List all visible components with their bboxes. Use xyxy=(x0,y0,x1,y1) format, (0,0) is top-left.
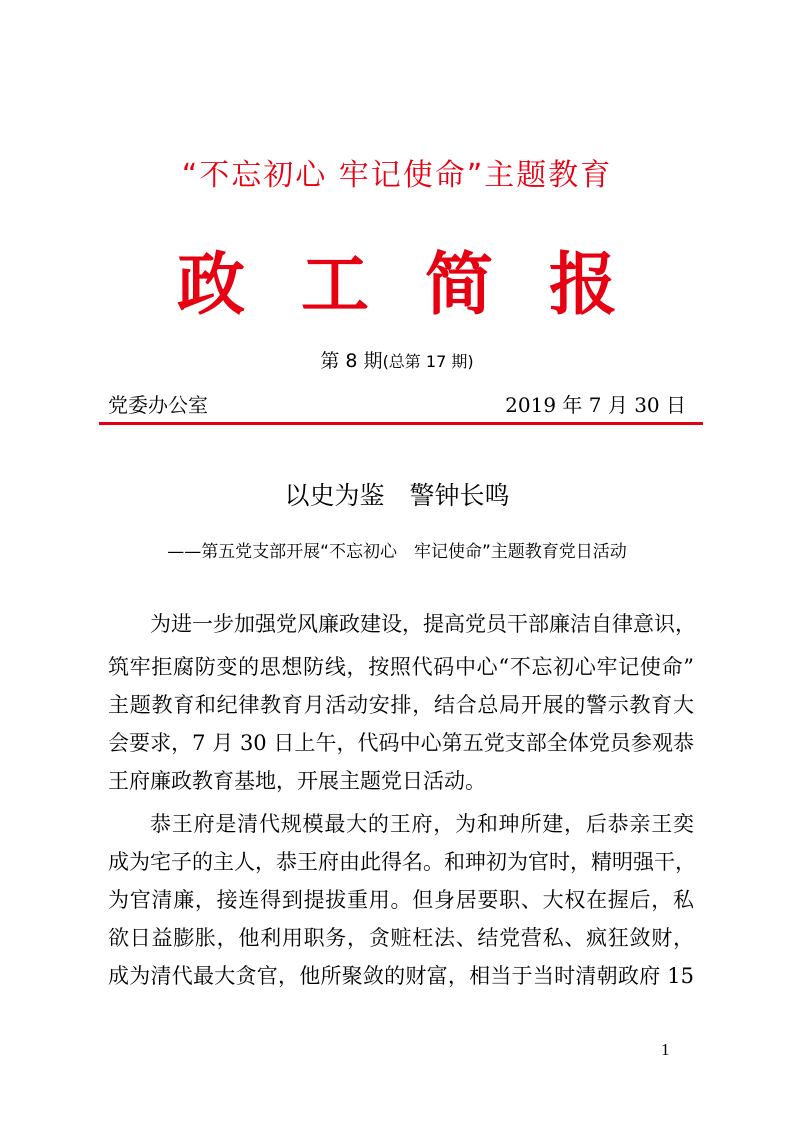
article-title: 以史为鉴 警钟长鸣 xyxy=(284,481,510,510)
issue-total: (总第 17 期) xyxy=(382,352,474,371)
body-line: 主题教育和纪律教育月活动安排，结合总局开展的警示教育大 xyxy=(108,693,694,717)
department-label: 党委办公室 xyxy=(108,393,208,417)
body-line: 恭王府是清代规模最大的王府，为和珅所建，后恭亲王奕 xyxy=(150,812,694,836)
masthead-title: 政工简报 xyxy=(176,246,673,325)
body-line: 成为宅子的主人，恭王府由此得名。和珅初为官时，精明强干， xyxy=(108,850,696,874)
issue-number xyxy=(0,346,794,373)
article-subtitle: ——第五党支部开展“不忘初心 牢记使命”主题教育党日活动 xyxy=(167,542,627,562)
issue-main: 第 8 期 xyxy=(320,350,383,372)
red-divider xyxy=(99,422,703,425)
body-line: 为官清廉，接连得到提拔重用。但身居要职、大权在握后，私 xyxy=(108,888,694,912)
body-line: 欲日益膨胀，他利用职务，贪赃枉法、结党营私、疯狂敛财， xyxy=(108,926,694,950)
body-line: 会要求，7 月 30 日上午，代码中心第五党支部全体党员参观恭 xyxy=(108,731,694,755)
body-line: 为进一步加强党风廉政建设，提高党员干部廉洁自律意识， xyxy=(150,612,696,636)
body-line: 筑牢拒腐防变的思想防线，按照代码中心“不忘初心牢记使命” xyxy=(108,655,694,679)
body-line: 成为清代最大贪官，他所聚敛的财富，相当于当时清朝政府 15 xyxy=(108,964,694,988)
issue-date: 2019 年 7 月 30 日 xyxy=(505,393,686,417)
page-number: 1 xyxy=(661,1040,670,1059)
bulletin-subtitle: “不忘初心 牢记使命”主题教育 xyxy=(181,158,613,193)
body-line: 王府廉政教育基地，开展主题党日活动。 xyxy=(108,769,486,793)
